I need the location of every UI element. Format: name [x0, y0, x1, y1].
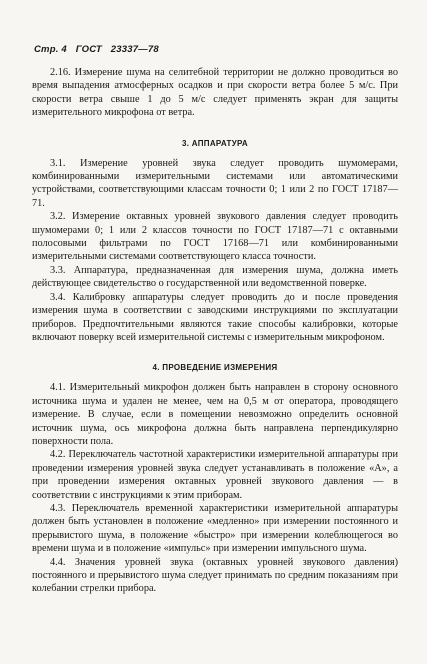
section-3-heading: 3. АППАРАТУРА: [181, 138, 249, 148]
paragraph-3-1: 3.1. Измерение уровней звука следует проводить шумомерами, комбинированными измерительными системами или автоматическими устройствами, соответствующими классам точности 0; 1 или 2 по ГОСТ 17187—71.: [32, 157, 398, 209]
paragraph-3-3: 3.3. Аппаратура, предназначенная для измерения шума, должна иметь действующее свидетельство о государственной или ведомственной поверке.: [32, 264, 398, 290]
paragraph-2-16: 2.16. Измерение шума на селитебной территории не должно проводиться во время выпадения атмосферных осадков и при скорости ветра более 5 м/с. При скорости ветра свыше 1 до 5 м/с следует применять экран для защиты измерительного микрофона от ветра.: [32, 67, 398, 119]
document-body: [32, 66, 398, 596]
page-number: Стр. 4: [34, 44, 67, 55]
paragraph-4-2: 4.2. Переключатель частотной характеристики измерительной аппаратуры при проведении измерения уровней звука следует устанавливать в положение «А», а при проведении измерения октавных уровней звукового давления — в соответствии с инструкциями к этим приборам.: [32, 449, 398, 501]
section-4-heading: 4. ПРОВЕДЕНИЕ ИЗМЕРЕНИЯ: [152, 363, 278, 373]
standard-label: ГОСТ: [75, 44, 102, 55]
standard-number: 23337—78: [110, 44, 159, 55]
paragraph-4-1: 4.1. Измерительный микрофон должен быть направлен в сторону основного источника шума и удален не менее, чем на 0,5 м от оператора, проводящего измерение. В случае, если в помещении невозможно определить основной источник шума, ось микрофона должна быть направлена перпендикулярно поверхности пола.: [32, 382, 398, 447]
paragraph-3-2: 3.2. Измерение октавных уровней звукового давления следует проводить шумомерами 0; 1 или 2 классов точности по ГОСТ 17187—71 с октавными полосовыми фильтрами по ГОСТ 17168—71 или комбинированными измерительными системами соответствующего класса точности.: [32, 211, 398, 263]
paragraph-4-3: 4.3. Переключатель временной характеристики измерительной аппаратуры должен быть установлен в положение «медленно» при измерении постоянного и прерывистого шума, в положение «быстро» при измерении колеблющегося во времени шума и в положение «импульс» при измерении импульсного шума.: [32, 502, 398, 555]
page-header: [34, 44, 165, 55]
paragraph-3-4: 3.4. Калибровку аппаратуры следует проводить до и после проведения измерения шума в соответствии с заводскими инструкциями по эксплуатации приборов. Предпочтительными являются такие способы калибровки, которые включают поверку всей измерительной системы с измерительным микрофоном.: [32, 291, 398, 343]
paragraph-4-4: 4.4. Значения уровней звука (октавных уровней звукового давления) постоянного и прерывистого шума следует принимать по средним показаниям при колебании стрелки прибора.: [32, 556, 398, 595]
